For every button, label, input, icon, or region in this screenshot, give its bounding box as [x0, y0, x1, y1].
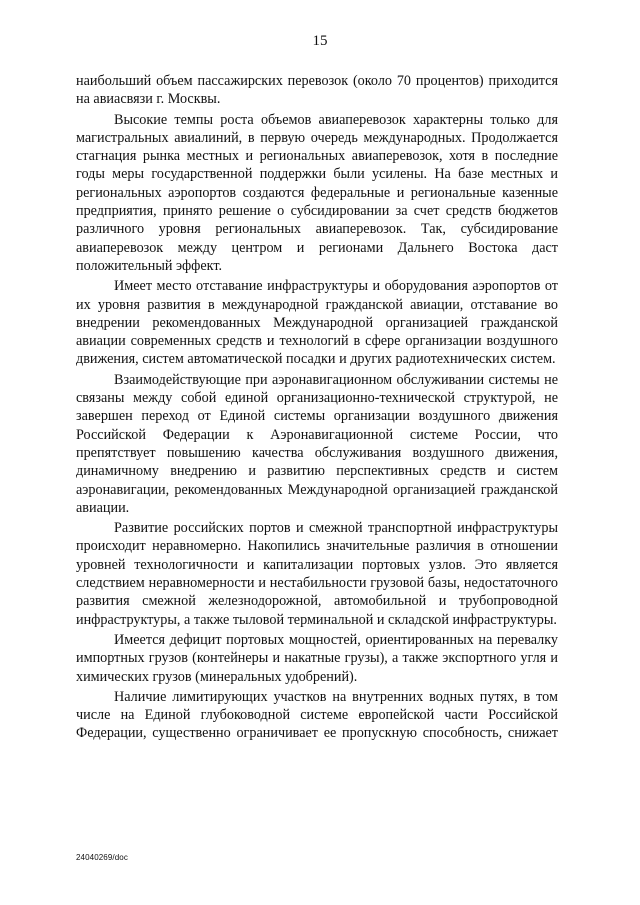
page-number: 15 [312, 33, 328, 49]
document-code: 24040269/doc [76, 853, 128, 862]
paragraph-air-navigation: Взаимодействующие при аэронавигационном обслуживании системы не связаны между собой единой организационно-технической структурой, не завершен переход от Единой системы организации воздушного движения Российской Федерации к Аэронавигационной системе России, что препятствует повышению качества обслуживания воздушного движения, динамичному внедрению и развитию перспективных средств и систем аэронавигации, рекомендованных Международной организацией гражданской авиации. [76, 371, 558, 516]
document-body [76, 72, 558, 745]
paragraph-passenger-share: наибольший объем пассажирских перевозок (около 70 процентов) приходится на авиасвязи г. Москвы. [76, 73, 558, 108]
paragraph-airport-infrastructure: Имеет место отставание инфраструктуры и оборудования аэропортов от их уровня развития в международной гражданской авиации, отставание во внедрении рекомендованных Международной организацией гражданской авиации современных средств и технологий в сфере организации воздушного движения, систем автоматической посадки и других радиотехнических систем. [76, 278, 558, 368]
paragraph-ports-development: Развитие российских портов и смежной транспортной инфраструктуры происходит неравномерно. Накопились значительные различия в отношении уровней технологичности и капитализации портовых узлов. Это является следствием неравномерности и нестабильности грузовой базы, недостаточного развития смежной железнодорожной, автомобильной и трубопроводной инфраструктуры, а также тыловой терминальной и складской инфраструктуры. [76, 520, 558, 628]
paragraph-inland-waterways: Наличие лимитирующих участков на внутренних водных путях, в том числе на Единой глубоководной системе европейской части Российской Федерации, существенно ограничивает ее пропускную способность, снижает [76, 688, 558, 742]
paragraph-air-growth: Высокие темпы роста объемов авиаперевозок характерны только для магистральных авиалиний, в первую очередь международных. Продолжается стагнация рынка местных и региональных авиаперевозок, хотя в последние годы меры государственной поддержки были усилены. На базе местных и региональных аэропортов создаются федеральные и региональные казенные предприятия, принято решение о субсидировании за счет средств бюджетов различного уровня региональных авиаперевозок. Так, субсидирование авиаперевозок между центром и регионами Дальнего Востока даст положительный эффект. [76, 111, 558, 274]
paragraph-port-capacity-deficit: Имеется дефицит портовых мощностей, ориентированных на перевалку импортных грузов (контейнеры и накатные грузы), а также экспортного угля и химических грузов (минеральных удобрений). [76, 631, 558, 685]
